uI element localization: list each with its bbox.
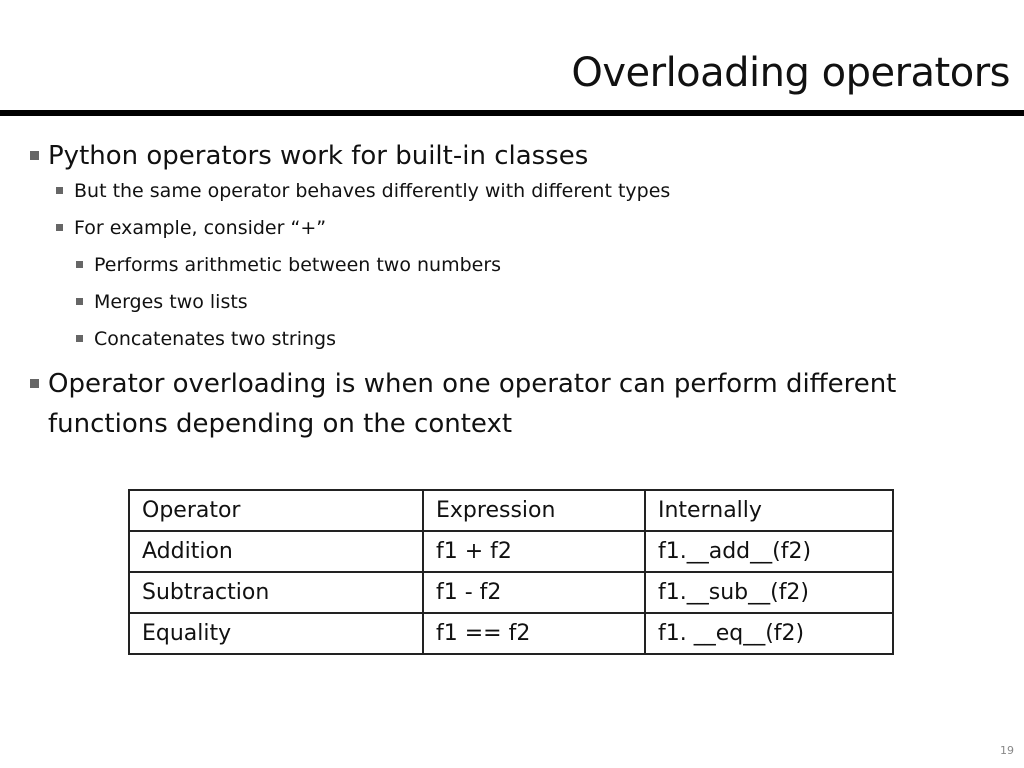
table-header-cell: Expression	[423, 490, 645, 531]
bullet-item	[74, 289, 988, 315]
bullet-text: Python operators work for built-in classes	[48, 141, 589, 171]
page-number: 19	[1000, 744, 1014, 757]
square-bullet-icon	[76, 261, 83, 268]
bullet-item	[54, 178, 988, 204]
bullet-list	[28, 138, 988, 448]
bullet-text: Merges two lists	[94, 291, 248, 313]
bullet-text: For example, consider “+”	[74, 217, 327, 239]
bullet-item	[54, 215, 988, 241]
square-bullet-icon	[56, 187, 63, 194]
bullet-text: Concatenates two strings	[94, 328, 337, 350]
table-header-row	[129, 490, 893, 531]
table-row	[129, 531, 893, 572]
bullet-text: Operator overloading is when one operator can perform different functions depending on the context	[48, 369, 897, 439]
title-divider	[0, 110, 1024, 116]
square-bullet-icon	[30, 151, 39, 160]
bullet-item	[74, 326, 988, 352]
operator-table	[128, 489, 894, 655]
table-cell: f1 + f2	[423, 531, 645, 572]
bullet-text: Performs arithmetic between two numbers	[94, 254, 502, 276]
square-bullet-icon	[76, 298, 83, 305]
table-header-cell: Internally	[645, 490, 893, 531]
table-cell: f1 - f2	[423, 572, 645, 613]
table-cell: Subtraction	[129, 572, 423, 613]
table-cell: f1 == f2	[423, 613, 645, 654]
bullet-item	[28, 138, 988, 174]
square-bullet-icon	[30, 379, 39, 388]
table-cell: Addition	[129, 531, 423, 572]
slide-title: Overloading operators	[571, 50, 1010, 96]
table-cell: f1.__sub__(f2)	[645, 572, 893, 613]
bullet-item	[28, 364, 988, 444]
square-bullet-icon	[76, 335, 83, 342]
bullet-item	[74, 252, 988, 278]
table-row	[129, 613, 893, 654]
table-cell: f1.__add__(f2)	[645, 531, 893, 572]
table-header-cell: Operator	[129, 490, 423, 531]
table-row	[129, 572, 893, 613]
bullet-text: But the same operator behaves differently with different types	[74, 180, 671, 202]
square-bullet-icon	[56, 224, 63, 231]
table-cell: f1. __eq__(f2)	[645, 613, 893, 654]
table-cell: Equality	[129, 613, 423, 654]
